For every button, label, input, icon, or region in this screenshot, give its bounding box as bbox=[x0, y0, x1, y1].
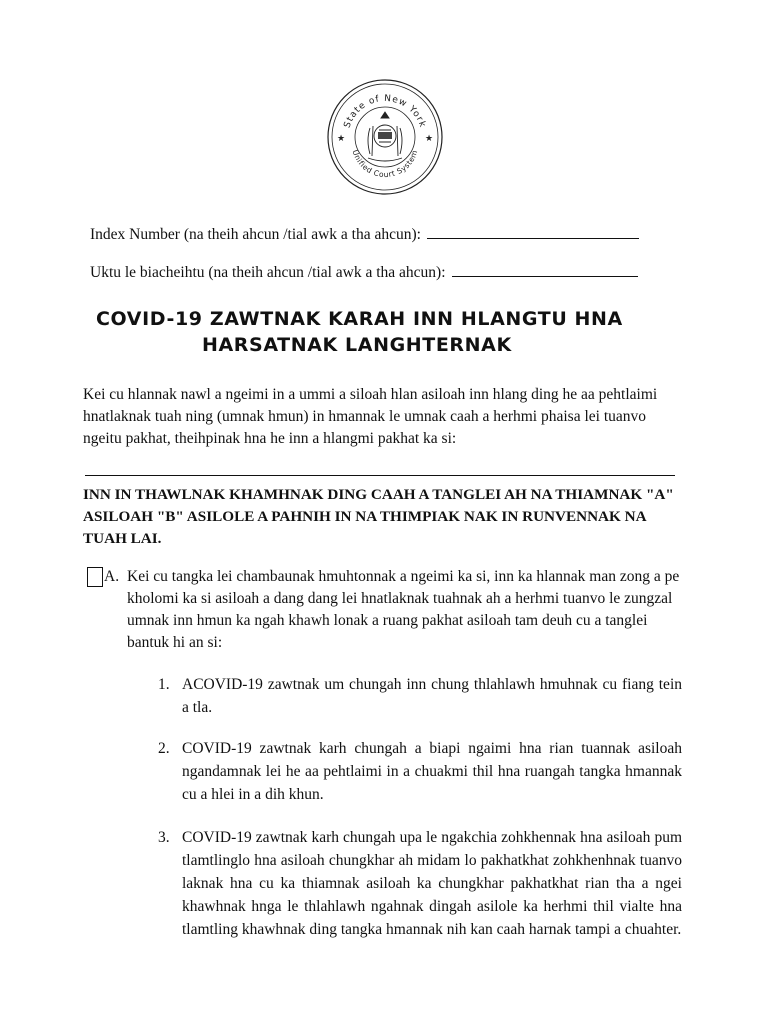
list-item-number: 3. bbox=[158, 829, 170, 846]
party-name-label: Uktu le biacheihtu (na theih ahcun /tial awk a tha ahcun): bbox=[90, 264, 446, 281]
option-a-text: Kei cu tangka lei chambaunak hmuhtonnak a ngeimi ka si, inn ka hlannak man zong a pe kholomi ka si asiloah a dang dang lei hnatlaknak tuahnak ah a herhmi tuanvo le zungzal umnak inn hmun ka ngah khawh lonak a ruang pakhat asiloah tam deuh cu a tanglei bantuk hi an si: bbox=[127, 568, 680, 651]
list-item-text: COVID-19 zawtnak karh chungah a biapi ngaimi hna rian tuannak asiloah ngandamnak lei he aa pehtlaimi in a chuakmi thil hna ruangah tangka hmannak cu a hlei in a dih khun. bbox=[182, 740, 682, 803]
document-title bbox=[96, 306, 626, 358]
svg-text:★: ★ bbox=[337, 133, 346, 143]
list-item bbox=[158, 826, 682, 941]
list-item-text: COVID-19 zawtnak karh chungah upa le ngakchia zohkhennak hna asiloah pum tlamtlinglo hna asiloah chungkhar ah midam lo pakhatkhat zohkhenhnak tuanvo laknak hna cu ka thiamnak asiloah ka chungkhar pakhatkhat rian tha a ngei khawhnak hnga le thlahlawh ngahnak dingah asilole ka herhmi thil vialte hna tlamtling khawhnak ding tangka hmannak nih kan caah harnak tampi a chuahter. bbox=[182, 829, 682, 938]
intro-paragraph: Kei cu hlannak nawl a ngeimi in a ummi a siloah hlan asiloah inn hlang ding he aa pehtlaimi hnatlaknak tuah ning (umnak hmun) in hmannak le umnak caah a herhmi phaisa lei tuanvo ngeitu pakhat, theihpinak hna he inn a hlangmi pakhat ka si: bbox=[83, 386, 658, 447]
svg-text:State of New York: State of New York bbox=[342, 93, 428, 130]
svg-text:Unified Court System: Unified Court System bbox=[350, 148, 420, 180]
list-item bbox=[158, 673, 682, 719]
list-item bbox=[158, 737, 682, 806]
list-item-text: ACOVID-19 zawtnak um chungah inn chung thlahlawh hmuhnak cu fiang tein a tla. bbox=[182, 676, 682, 716]
svg-text:★: ★ bbox=[425, 133, 434, 143]
list-item-number: 1. bbox=[158, 676, 170, 693]
index-number-blank[interactable] bbox=[427, 224, 639, 239]
party-name-blank[interactable] bbox=[452, 262, 638, 277]
index-number-field[interactable] bbox=[90, 224, 639, 244]
divider-line bbox=[85, 475, 675, 476]
option-a-label: A. bbox=[104, 568, 120, 585]
list-item-number: 2. bbox=[158, 740, 170, 757]
index-number-label: Index Number (na theih ahcun /tial awk a tha ahcun): bbox=[90, 226, 421, 243]
title-line-1: COVID-19 ZAWTNAK KARAH INN HLANGTU HNA bbox=[96, 308, 623, 330]
state-seal-logo bbox=[326, 78, 444, 196]
option-a-checkbox[interactable] bbox=[87, 567, 103, 587]
title-line-2: HARSATNAK LANGHTERNAK bbox=[202, 334, 512, 356]
instructions-text: INN IN THAWLNAK KHAMHNAK DING CAAH A TANGLEI AH NA THIAMNAK "A" ASILOAH "B" ASILOLE A PAHNIH IN NA THIMPIAK NAK IN RUNVENNAK NA TUAH LAI. bbox=[83, 486, 674, 547]
party-name-field[interactable] bbox=[90, 262, 638, 282]
